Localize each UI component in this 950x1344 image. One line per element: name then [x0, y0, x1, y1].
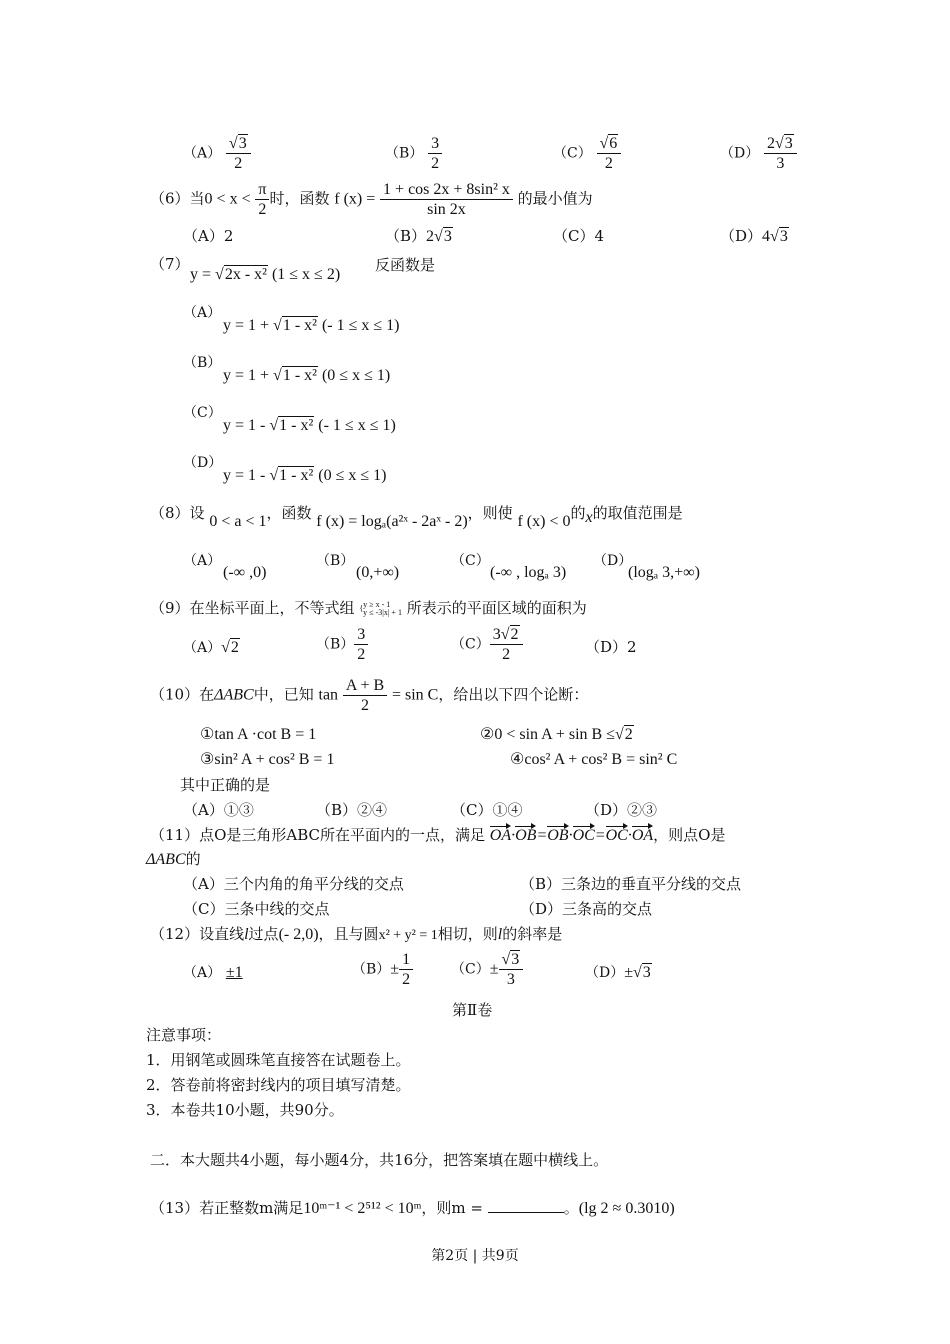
denominator: 2 — [234, 155, 243, 172]
denominator: 3 — [506, 971, 515, 988]
radicand: 3 — [511, 951, 520, 968]
fraction: $\frac{√3}{2}$ — [226, 134, 251, 173]
q6-option-c: （C）4 — [553, 227, 605, 245]
option-label: （D） — [720, 227, 763, 245]
radicand: 2 — [624, 726, 633, 743]
q12-mid3: 相切，则 — [437, 925, 498, 943]
q9-option-d: （D）2 — [585, 638, 637, 656]
q5-option-c — [553, 134, 621, 173]
numerator: 3 — [428, 134, 442, 154]
lhs: y = 1 - — [223, 467, 266, 484]
q6-fraction — [380, 180, 513, 219]
q7-option-c-label: （C） — [183, 405, 222, 421]
option-label: （B） — [316, 636, 355, 653]
q11-vector-equation — [490, 827, 653, 844]
q12-option-d: （D）±√3 — [585, 964, 651, 981]
q9-suffix: 所表示的平面区域的面积为 — [406, 599, 587, 617]
radicand: 3 — [238, 135, 247, 152]
q12-option-c — [451, 950, 523, 989]
fraction: $\frac{√6}{2}$ — [597, 134, 622, 173]
option-label: （B） — [385, 145, 424, 162]
page-footer: 第2页 | 共9页 — [431, 1248, 519, 1264]
q12-option-b — [352, 950, 413, 989]
q10-option-d: （D）②③ — [585, 801, 658, 819]
q12-option-a — [183, 962, 243, 983]
q7-option-a: y = 1 + √1 - x² (- 1 ≤ x ≤ 1) — [223, 317, 400, 334]
q5-option-d — [720, 134, 797, 173]
lhs: y = — [190, 266, 212, 283]
note-item: 1．用钢笔或圆珠笔直接答在试题卷上。 — [146, 1051, 411, 1069]
equals: = — [594, 827, 606, 844]
q10-mid: 中，已知 — [253, 685, 314, 704]
radicand: 3 — [443, 228, 452, 245]
triangle: ΔABC — [146, 851, 186, 868]
plus-minus: ± — [390, 960, 400, 978]
point: (- 2,0) — [278, 926, 319, 943]
q8-option-d-label: （D） — [593, 553, 633, 569]
q8-option-b: (0,+∞) — [356, 564, 400, 581]
q8-option-c-label: （C） — [451, 553, 490, 569]
radicand: 3 — [642, 964, 651, 981]
denominator: 2 — [502, 646, 511, 663]
radicand: 2x - x² — [224, 266, 267, 283]
q8-option-c: (-∞ , logₐ 3) — [490, 564, 567, 581]
triangle: ΔABC — [214, 686, 254, 704]
q8-mid1: ，函数 — [266, 504, 312, 522]
vector-oc: OC — [605, 827, 628, 844]
denominator: 2 — [402, 971, 411, 988]
q7-function: y = √2x - x² (1 ≤ x ≤ 2) — [190, 266, 341, 283]
tan: tan — [318, 686, 339, 704]
q10-statement-1: ①tan A ·cot B = 1 — [200, 726, 317, 743]
q8-option-a: (-∞ ,0) — [223, 564, 267, 581]
q8-mid2: ，则使 — [467, 504, 513, 522]
coefficient: 3 — [492, 626, 501, 643]
pi-over-two — [255, 180, 269, 219]
domain: (0 ≤ x ≤ 1) — [318, 467, 387, 484]
denominator: 2 — [361, 697, 370, 714]
q13-hint: (lg 2 ≈ 0.3010) — [578, 1200, 675, 1217]
denominator: 2 — [258, 201, 267, 218]
q12-mid1: 过点 — [248, 925, 279, 943]
coefficient: 2 — [767, 135, 776, 152]
q11-prefix: （11）点O是三角形ABC所在平面内的一点，满足 — [150, 826, 485, 844]
denominator: 2 — [604, 155, 613, 172]
q11-option-c: （C）三条中线的交点 — [183, 900, 330, 918]
option-label: （C） — [451, 961, 490, 978]
answer-blank[interactable] — [488, 1200, 564, 1213]
option-label: （C） — [553, 145, 592, 162]
radicand: 6 — [609, 135, 618, 152]
option-label: （B） — [385, 227, 427, 245]
q11-option-b: （B）三条边的垂直平分线的交点 — [520, 875, 742, 893]
radicand: 1 - x² — [279, 417, 314, 434]
q8-option-a-label: （A） — [183, 553, 222, 569]
q8-mid3: 的 — [570, 504, 586, 522]
radicand: 1 - x² — [279, 467, 314, 484]
q12-stem — [150, 924, 562, 946]
numerator: 1 — [399, 950, 413, 970]
fraction: $\frac{√3}{3}$ — [499, 950, 524, 989]
radicand: 1 - x² — [282, 367, 317, 384]
q12-mid2: ，且与圆 — [318, 925, 379, 943]
equals: = — [536, 827, 548, 844]
q9-option-a: （A）√2 — [183, 639, 239, 656]
q13-end: 。 — [563, 1199, 579, 1217]
option-label: （A） — [183, 965, 222, 981]
option-label: （C） — [451, 636, 490, 653]
q6-prefix: （6）当 — [150, 189, 205, 208]
q10-which: 其中正确的是 — [180, 776, 271, 794]
line-l: l — [497, 926, 503, 943]
note-item: 2．答卷前将密封线内的项目填写清楚。 — [146, 1076, 411, 1094]
option-label: （D） — [720, 145, 760, 162]
vector-oc: OC — [572, 827, 595, 844]
q6-func: f (x) = — [334, 190, 376, 208]
q7-prefix: （7） — [150, 255, 190, 273]
section-heading: 二．本大题共4小题，每小题4分，共16分，把答案填在题中横线上。 — [150, 1151, 609, 1169]
option-label: （B） — [352, 961, 391, 978]
q6-suffix: 的最小值为 — [517, 189, 593, 208]
circle: x² + y² = 1 — [378, 928, 438, 943]
q8-variable: x — [585, 509, 593, 526]
plus-minus: ± — [624, 964, 634, 981]
note-item: 3．本卷共10小题，共90分。 — [146, 1101, 344, 1119]
q5-option-a — [183, 134, 251, 173]
fraction — [428, 134, 442, 173]
system-line: y ≤ -3|x| + 1 — [363, 608, 402, 617]
vector-ob: OB — [547, 827, 569, 844]
domain: (1 ≤ x ≤ 2) — [271, 266, 341, 283]
q11-stem — [150, 825, 725, 846]
q10-prefix: （10）在 — [150, 685, 215, 704]
notes-title: 注意事项： — [146, 1026, 222, 1044]
q7-option-c: y = 1 - √1 - x² (- 1 ≤ x ≤ 1) — [223, 417, 396, 434]
q13-prefix: （13）若正整数m满足 — [150, 1199, 304, 1217]
q10-option-c: （C）①④ — [451, 801, 523, 819]
rhs: = sin C — [391, 686, 439, 704]
q6-option-b: （B）2√3 — [385, 227, 452, 245]
dot: · — [627, 827, 632, 844]
numerator: π — [255, 180, 269, 200]
q8-stem — [150, 503, 683, 530]
dot: · — [511, 827, 516, 844]
numerator: 1 + cos 2x + 8sin² x — [380, 180, 513, 200]
q8-inequality: f (x) < 0 — [517, 513, 571, 530]
option-label: （A） — [183, 640, 222, 656]
coefficient: 2 — [426, 228, 435, 245]
system-line: y ≥ x - 1 — [363, 600, 391, 609]
q9-option-c — [451, 625, 523, 664]
q7-option-a-label: （A） — [183, 305, 222, 321]
q9-stem — [150, 598, 587, 618]
q8-condition: 0 < a < 1 — [209, 513, 267, 530]
fraction — [399, 950, 413, 989]
denominator: 2 — [431, 155, 440, 172]
denominator: 3 — [776, 155, 785, 172]
denominator: 2 — [357, 646, 366, 663]
radicand: 2 — [510, 626, 519, 643]
fraction: $\frac{2√3}{3}$ — [764, 134, 797, 173]
radicand: 3 — [779, 228, 788, 245]
q8-option-b-label: （B） — [316, 553, 355, 569]
statement: ②0 < sin A + sin B ≤ — [480, 726, 615, 743]
q8-function: f (x) = logₐ(a²ˣ - 2aˣ - 2) — [316, 513, 468, 530]
fraction: $\frac{3√2}{2}$ — [490, 625, 523, 664]
option-label: （A） — [183, 145, 222, 162]
numerator: 3 — [354, 625, 368, 645]
domain: (- 1 ≤ x ≤ 1) — [321, 317, 400, 334]
radicand: 2 — [230, 639, 239, 656]
q10-stem — [150, 676, 588, 715]
q13-stem — [150, 1198, 675, 1219]
q6-option-d: （D）4√3 — [720, 227, 788, 245]
vector-oa: OA — [631, 827, 654, 844]
q7-option-d: y = 1 - √1 - x² (0 ≤ x ≤ 1) — [223, 467, 387, 484]
q10-suffix: ，给出以下四个论断： — [438, 685, 589, 704]
lhs: y = 1 - — [223, 417, 266, 434]
q10-statement-3: ③sin² A + cos² B = 1 — [200, 751, 335, 768]
fraction — [354, 625, 368, 664]
option-label: （D） — [585, 965, 625, 981]
q6-condition: 0 < x < — [204, 190, 251, 208]
q13-inequality: 10ᵐ⁻¹ < 2⁵¹² < 10ᵐ — [303, 1200, 422, 1217]
lhs: y = 1 + — [223, 367, 270, 384]
q9-system: { y ≥ x - 1 y ≤ -3|x| + 1 — [359, 600, 402, 617]
q7-option-d-label: （D） — [183, 455, 223, 471]
q9-option-b — [316, 625, 368, 664]
fraction — [343, 676, 387, 715]
q9-prefix: （9）在坐标平面上，不等式组 — [150, 599, 355, 617]
line-l: l — [244, 926, 249, 943]
q8-prefix: （8）设 — [150, 504, 205, 522]
q12-prefix: （12）设直线 — [150, 925, 245, 943]
vector-oa: OA — [489, 827, 512, 844]
plus-minus: ± — [489, 960, 499, 978]
q7-option-b-label: （B） — [183, 355, 222, 371]
q11-suffix: ，则点O是 — [653, 826, 726, 844]
q11-stem-2 — [146, 849, 201, 870]
domain: (0 ≤ x ≤ 1) — [321, 367, 391, 384]
dot: · — [568, 827, 573, 844]
denominator: sin 2x — [427, 201, 466, 218]
q13-mid: ，则m = — [421, 1199, 483, 1217]
coefficient: 4 — [762, 228, 771, 245]
numerator: A + B — [343, 676, 387, 696]
q11-option-d: （D）三条高的交点 — [520, 900, 653, 918]
q5-option-b — [385, 134, 442, 173]
radicand: 3 — [784, 135, 793, 152]
q8-option-d: (logₐ 3,+∞) — [628, 564, 700, 581]
radicand: 1 - x² — [282, 317, 317, 334]
q10-option-a: （A）①③ — [183, 801, 254, 819]
value: ±1 — [225, 964, 243, 981]
q7-option-b: y = 1 + √1 - x² (0 ≤ x ≤ 1) — [223, 367, 391, 384]
domain: (- 1 ≤ x ≤ 1) — [318, 417, 396, 434]
q10-statement-4: ④cos² A + cos² B = sin² C — [510, 751, 678, 768]
q10-option-b: （B）②④ — [316, 801, 388, 819]
particle: 的 — [185, 850, 201, 868]
lhs: y = 1 + — [223, 317, 270, 334]
q8-suffix: 的取值范围是 — [592, 504, 683, 522]
q11-option-a: （A）三个内角的角平分线的交点 — [183, 875, 404, 893]
q6-stem — [150, 180, 593, 219]
q7-suffix: 反函数是 — [375, 256, 436, 274]
q6-option-a: （A）2 — [183, 227, 234, 245]
part-title: 第Ⅱ卷 — [452, 1001, 493, 1019]
vector-ob: OB — [515, 827, 537, 844]
q6-mid: 时，函数 — [269, 189, 330, 208]
q12-suffix: 的斜率是 — [502, 925, 563, 943]
q10-statement-2: ②0 < sin A + sin B ≤√2 — [480, 726, 633, 743]
